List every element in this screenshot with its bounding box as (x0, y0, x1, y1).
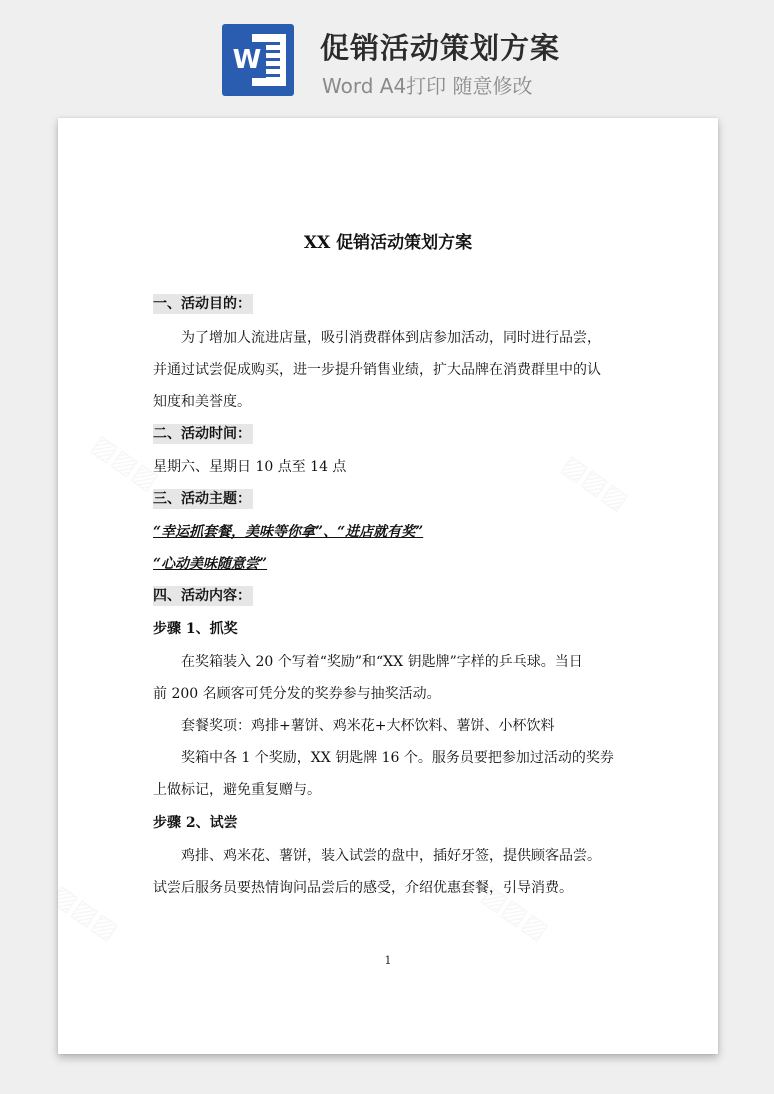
section-heading-theme: 三、活动主题： (153, 491, 251, 507)
banner-title: 促销活动策划方案 (320, 31, 561, 65)
paragraph-line: 为了增加人流进店量，吸引消费群体到店参加活动，同时进行品尝， (181, 330, 601, 346)
watermark-decoration (58, 880, 124, 947)
paragraph-line: 试尝后服务员要热情询问品尝后的感受，介绍优惠套餐，引导消费。 (153, 880, 573, 896)
theme-line: “心动美味随意尝” (153, 556, 268, 572)
header-banner (0, 0, 774, 118)
page-number: 1 (384, 954, 392, 967)
theme-line: “幸运抓套餐，美味等你拿”、“进店就有奖” (153, 524, 424, 540)
watermark-decoration (86, 430, 164, 497)
paragraph-line: 在奖箱装入 20 个写着“奖励”和“XX 钥匙牌”字样的乒乓球。当日 (181, 654, 583, 670)
document-title: XX 促销活动策划方案 (303, 233, 473, 253)
paragraph-line: 知度和美誉度。 (153, 394, 251, 410)
section-heading-time: 二、活动时间： (153, 426, 251, 442)
section-heading-content: 四、活动内容： (153, 588, 251, 604)
paragraph-line: 鸡排、鸡米花、薯饼，装入试尝的盘中，插好牙签，提供顾客品尝。 (181, 848, 601, 864)
step-heading-2: 步骤 2、试尝 (153, 815, 238, 831)
paragraph-line: 奖箱中各 1 个奖励，XX 钥匙牌 16 个。服务员要把参加过活动的奖券 (181, 750, 614, 766)
document-page (58, 118, 718, 1054)
paragraph-line: 星期六、星期日 10 点至 14 点 (153, 459, 347, 475)
banner-subtitle: Word A4打印 随意修改 (322, 74, 533, 98)
paragraph-line: 上做标记，避免重复赠与。 (153, 782, 321, 798)
section-heading-purpose: 一、活动目的： (153, 296, 251, 312)
paragraph-line: 并通过试尝促成购买，进一步提升销售业绩，扩大品牌在消费群里中的认 (153, 362, 601, 378)
paragraph-line: 前 200 名顾客可凭分发的奖券参与抽奖活动。 (153, 686, 441, 702)
logo-letter: W (228, 42, 266, 78)
step-heading-1: 步骤 1、抓奖 (153, 621, 238, 637)
paragraph-line: 套餐奖项：鸡排+薯饼、鸡米花+大杯饮料、薯饼、小杯饮料 (181, 718, 555, 734)
word-logo-icon (222, 24, 294, 96)
